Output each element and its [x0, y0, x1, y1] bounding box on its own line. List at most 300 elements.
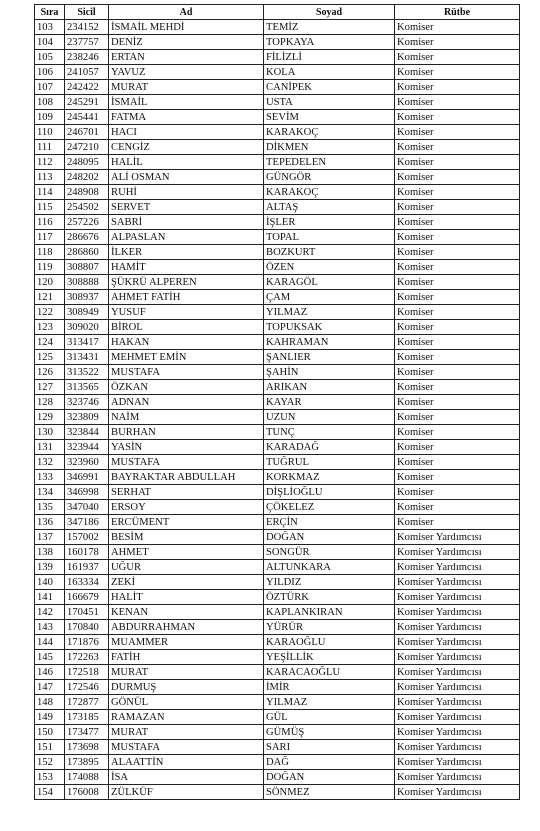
table-row: [35, 425, 520, 440]
sicil-cell: 176008: [65, 785, 109, 800]
soyad-cell: CANİPEK: [264, 80, 395, 95]
ad-cell: MUAMMER: [109, 635, 264, 650]
sira-cell: 126: [35, 365, 65, 380]
table-row: [35, 590, 520, 605]
sira-cell: 111: [35, 140, 65, 155]
table-row: [35, 785, 520, 800]
rutbe-cell: Komiser: [395, 125, 520, 140]
ad-cell: AHMET FATİH: [109, 290, 264, 305]
sira-cell: 108: [35, 95, 65, 110]
soyad-cell: USTA: [264, 95, 395, 110]
rutbe-cell: Komiser Yardımcısı: [395, 590, 520, 605]
sicil-cell: 313565: [65, 380, 109, 395]
sicil-cell: 313417: [65, 335, 109, 350]
sira-cell: 117: [35, 230, 65, 245]
rutbe-cell: Komiser: [395, 425, 520, 440]
sira-cell: 134: [35, 485, 65, 500]
soyad-cell: KORKMAZ: [264, 470, 395, 485]
table-row: [35, 365, 520, 380]
table-row: [35, 200, 520, 215]
sicil-cell: 346991: [65, 470, 109, 485]
rutbe-cell: Komiser: [395, 35, 520, 50]
ad-cell: FATİH: [109, 650, 264, 665]
soyad-cell: TUĞRUL: [264, 455, 395, 470]
rutbe-cell: Komiser: [395, 335, 520, 350]
sicil-cell: 309020: [65, 320, 109, 335]
soyad-cell: SÖNMEZ: [264, 785, 395, 800]
ad-cell: ALPASLAN: [109, 230, 264, 245]
sira-cell: 113: [35, 170, 65, 185]
rutbe-cell: Komiser: [395, 215, 520, 230]
sicil-cell: 160178: [65, 545, 109, 560]
sicil-cell: 286676: [65, 230, 109, 245]
ad-cell: FATMA: [109, 110, 264, 125]
ad-cell: ÖZKAN: [109, 380, 264, 395]
table-row: [35, 695, 520, 710]
rutbe-cell: Komiser: [395, 515, 520, 530]
rutbe-cell: Komiser Yardımcısı: [395, 725, 520, 740]
soyad-cell: DAĞ: [264, 755, 395, 770]
sira-cell: 128: [35, 395, 65, 410]
table-row: [35, 260, 520, 275]
table-row: [35, 395, 520, 410]
ad-cell: MURAT: [109, 80, 264, 95]
ad-cell: ERTAN: [109, 50, 264, 65]
sicil-cell: 313431: [65, 350, 109, 365]
sira-cell: 139: [35, 560, 65, 575]
sira-cell: 153: [35, 770, 65, 785]
rutbe-cell: Komiser: [395, 245, 520, 260]
sicil-cell: 248202: [65, 170, 109, 185]
soyad-cell: ÇÖKELEZ: [264, 500, 395, 515]
sicil-cell: 161937: [65, 560, 109, 575]
sira-cell: 121: [35, 290, 65, 305]
rutbe-cell: Komiser Yardımcısı: [395, 635, 520, 650]
sicil-cell: 157002: [65, 530, 109, 545]
soyad-cell: DOĞAN: [264, 770, 395, 785]
sira-cell: 142: [35, 605, 65, 620]
rutbe-cell: Komiser: [395, 95, 520, 110]
table-row: [35, 215, 520, 230]
sicil-cell: 245291: [65, 95, 109, 110]
table-body: [35, 20, 520, 800]
soyad-cell: KOLA: [264, 65, 395, 80]
ad-cell: MEHMET EMİN: [109, 350, 264, 365]
sicil-cell: 172877: [65, 695, 109, 710]
soyad-cell: YILDIZ: [264, 575, 395, 590]
sira-cell: 136: [35, 515, 65, 530]
header-rutbe: Rütbe: [395, 5, 520, 20]
rutbe-cell: Komiser: [395, 320, 520, 335]
sicil-cell: 346998: [65, 485, 109, 500]
table-row: [35, 560, 520, 575]
sicil-cell: 286860: [65, 245, 109, 260]
sira-cell: 148: [35, 695, 65, 710]
rutbe-cell: Komiser: [395, 260, 520, 275]
sicil-cell: 173895: [65, 755, 109, 770]
rutbe-cell: Komiser: [395, 80, 520, 95]
sira-cell: 144: [35, 635, 65, 650]
ad-cell: ALAATTİN: [109, 755, 264, 770]
soyad-cell: DOĞAN: [264, 530, 395, 545]
rutbe-cell: Komiser: [395, 395, 520, 410]
soyad-cell: GÜL: [264, 710, 395, 725]
sira-cell: 119: [35, 260, 65, 275]
soyad-cell: ALTUNKARA: [264, 560, 395, 575]
ad-cell: İSMAİL MEHDİ: [109, 20, 264, 35]
table-row: [35, 155, 520, 170]
table-row: [35, 275, 520, 290]
sira-cell: 140: [35, 575, 65, 590]
soyad-cell: TUNÇ: [264, 425, 395, 440]
table-row: [35, 50, 520, 65]
ad-cell: YUSUF: [109, 305, 264, 320]
rutbe-cell: Komiser Yardımcısı: [395, 665, 520, 680]
soyad-cell: YÜRÜR: [264, 620, 395, 635]
ad-cell: HALİL: [109, 155, 264, 170]
sicil-cell: 257226: [65, 215, 109, 230]
soyad-cell: TEPEDELEN: [264, 155, 395, 170]
soyad-cell: KAYAR: [264, 395, 395, 410]
sicil-cell: 347040: [65, 500, 109, 515]
ad-cell: ZÜLKÜF: [109, 785, 264, 800]
ad-cell: BESİM: [109, 530, 264, 545]
rutbe-cell: Komiser Yardımcısı: [395, 575, 520, 590]
rutbe-cell: Komiser Yardımcısı: [395, 755, 520, 770]
table-row: [35, 440, 520, 455]
sicil-cell: 308807: [65, 260, 109, 275]
rutbe-cell: Komiser: [395, 500, 520, 515]
ad-cell: ADNAN: [109, 395, 264, 410]
rutbe-cell: Komiser Yardımcısı: [395, 530, 520, 545]
ad-cell: YAVUZ: [109, 65, 264, 80]
soyad-cell: İŞLER: [264, 215, 395, 230]
table-row: [35, 185, 520, 200]
rutbe-cell: Komiser: [395, 155, 520, 170]
ad-cell: YASİN: [109, 440, 264, 455]
sicil-cell: 247210: [65, 140, 109, 155]
ad-cell: HACI: [109, 125, 264, 140]
table-row: [35, 620, 520, 635]
table-row: [35, 530, 520, 545]
ad-cell: ERCÜMENT: [109, 515, 264, 530]
sira-cell: 129: [35, 410, 65, 425]
soyad-cell: SEVİM: [264, 110, 395, 125]
rutbe-cell: Komiser: [395, 275, 520, 290]
soyad-cell: KAPLANKIRAN: [264, 605, 395, 620]
rutbe-cell: Komiser: [395, 140, 520, 155]
soyad-cell: ŞAHİN: [264, 365, 395, 380]
table-row: [35, 485, 520, 500]
table-row: [35, 380, 520, 395]
table-row: [35, 305, 520, 320]
rutbe-cell: Komiser: [395, 110, 520, 125]
ad-cell: İSA: [109, 770, 264, 785]
table-row: [35, 110, 520, 125]
table-row: [35, 35, 520, 50]
soyad-cell: ÇAM: [264, 290, 395, 305]
rutbe-cell: Komiser Yardımcısı: [395, 785, 520, 800]
sira-cell: 141: [35, 590, 65, 605]
rutbe-cell: Komiser: [395, 305, 520, 320]
ad-cell: BURHAN: [109, 425, 264, 440]
sira-cell: 123: [35, 320, 65, 335]
soyad-cell: ARIKAN: [264, 380, 395, 395]
rutbe-cell: Komiser: [395, 485, 520, 500]
ad-cell: GÖNÜL: [109, 695, 264, 710]
sicil-cell: 172263: [65, 650, 109, 665]
sicil-cell: 237757: [65, 35, 109, 50]
rutbe-cell: Komiser: [395, 290, 520, 305]
sicil-cell: 170451: [65, 605, 109, 620]
sicil-cell: 170840: [65, 620, 109, 635]
sira-cell: 115: [35, 200, 65, 215]
ad-cell: MUSTAFA: [109, 740, 264, 755]
rutbe-cell: Komiser: [395, 20, 520, 35]
sicil-cell: 174088: [65, 770, 109, 785]
soyad-cell: UZUN: [264, 410, 395, 425]
sira-cell: 107: [35, 80, 65, 95]
sicil-cell: 323844: [65, 425, 109, 440]
rutbe-cell: Komiser: [395, 350, 520, 365]
soyad-cell: ERÇİN: [264, 515, 395, 530]
soyad-cell: SONGÜR: [264, 545, 395, 560]
table-row: [35, 335, 520, 350]
table-row: [35, 680, 520, 695]
ad-cell: BİROL: [109, 320, 264, 335]
sira-cell: 135: [35, 500, 65, 515]
ad-cell: CENGİZ: [109, 140, 264, 155]
soyad-cell: YILMAZ: [264, 695, 395, 710]
table-row: [35, 245, 520, 260]
sicil-cell: 171876: [65, 635, 109, 650]
sicil-cell: 241057: [65, 65, 109, 80]
sira-cell: 150: [35, 725, 65, 740]
ad-cell: KENAN: [109, 605, 264, 620]
table-row: [35, 710, 520, 725]
sicil-cell: 313522: [65, 365, 109, 380]
rutbe-cell: Komiser: [395, 50, 520, 65]
ad-cell: ALİ OSMAN: [109, 170, 264, 185]
ad-cell: SABRİ: [109, 215, 264, 230]
table-row: [35, 410, 520, 425]
ad-cell: HAMİT: [109, 260, 264, 275]
rutbe-cell: Komiser Yardımcısı: [395, 770, 520, 785]
sira-cell: 122: [35, 305, 65, 320]
sira-cell: 151: [35, 740, 65, 755]
soyad-cell: ÖZTÜRK: [264, 590, 395, 605]
ad-cell: UĞUR: [109, 560, 264, 575]
ad-cell: DENİZ: [109, 35, 264, 50]
table-row: [35, 650, 520, 665]
sicil-cell: 173477: [65, 725, 109, 740]
soyad-cell: KAHRAMAN: [264, 335, 395, 350]
table-row: [35, 740, 520, 755]
soyad-cell: YEŞİLLİK: [264, 650, 395, 665]
ad-cell: MUSTAFA: [109, 365, 264, 380]
sira-cell: 103: [35, 20, 65, 35]
table-row: [35, 65, 520, 80]
ad-cell: SERVET: [109, 200, 264, 215]
sicil-cell: 323809: [65, 410, 109, 425]
ad-cell: BAYRAKTAR ABDULLAH: [109, 470, 264, 485]
ad-cell: MURAT: [109, 665, 264, 680]
soyad-cell: KARADAĞ: [264, 440, 395, 455]
soyad-cell: BOZKURT: [264, 245, 395, 260]
soyad-cell: KARAOĞLU: [264, 635, 395, 650]
table-row: [35, 635, 520, 650]
sicil-cell: 172518: [65, 665, 109, 680]
ad-cell: HAKAN: [109, 335, 264, 350]
sira-cell: 132: [35, 455, 65, 470]
personnel-table: [34, 4, 520, 800]
sicil-cell: 172546: [65, 680, 109, 695]
sicil-cell: 254502: [65, 200, 109, 215]
table-row: [35, 755, 520, 770]
sicil-cell: 323746: [65, 395, 109, 410]
sicil-cell: 347186: [65, 515, 109, 530]
table-row: [35, 515, 520, 530]
sicil-cell: 248095: [65, 155, 109, 170]
soyad-cell: TOPKAYA: [264, 35, 395, 50]
ad-cell: MUSTAFA: [109, 455, 264, 470]
soyad-cell: KARACAOĞLU: [264, 665, 395, 680]
ad-cell: ABDURRAHMAN: [109, 620, 264, 635]
soyad-cell: GÜNGÖR: [264, 170, 395, 185]
rutbe-cell: Komiser: [395, 170, 520, 185]
header-ad: Ad: [109, 5, 264, 20]
table-row: [35, 350, 520, 365]
sicil-cell: 173698: [65, 740, 109, 755]
rutbe-cell: Komiser: [395, 230, 520, 245]
table-row: [35, 140, 520, 155]
sicil-cell: 234152: [65, 20, 109, 35]
sicil-cell: 308937: [65, 290, 109, 305]
soyad-cell: KARAKOÇ: [264, 125, 395, 140]
table-row: [35, 545, 520, 560]
soyad-cell: DİŞLİOĞLU: [264, 485, 395, 500]
sicil-cell: 245441: [65, 110, 109, 125]
sicil-cell: 173185: [65, 710, 109, 725]
soyad-cell: TOPAL: [264, 230, 395, 245]
rutbe-cell: Komiser: [395, 365, 520, 380]
table-row: [35, 230, 520, 245]
rutbe-cell: Komiser Yardımcısı: [395, 740, 520, 755]
soyad-cell: TEMİZ: [264, 20, 395, 35]
sira-cell: 127: [35, 380, 65, 395]
soyad-cell: ALTAŞ: [264, 200, 395, 215]
ad-cell: NAİM: [109, 410, 264, 425]
sicil-cell: 238246: [65, 50, 109, 65]
sicil-cell: 323944: [65, 440, 109, 455]
sira-cell: 146: [35, 665, 65, 680]
soyad-cell: ŞANLIER: [264, 350, 395, 365]
table-row: [35, 170, 520, 185]
table-row: [35, 605, 520, 620]
table-row: [35, 290, 520, 305]
rutbe-cell: Komiser Yardımcısı: [395, 605, 520, 620]
soyad-cell: SARI: [264, 740, 395, 755]
table-row: [35, 770, 520, 785]
sira-cell: 120: [35, 275, 65, 290]
table-row: [35, 320, 520, 335]
rutbe-cell: Komiser Yardımcısı: [395, 620, 520, 635]
table-row: [35, 80, 520, 95]
ad-cell: RAMAZAN: [109, 710, 264, 725]
sira-cell: 154: [35, 785, 65, 800]
rutbe-cell: Komiser: [395, 455, 520, 470]
ad-cell: İSMAİL: [109, 95, 264, 110]
ad-cell: SERHAT: [109, 485, 264, 500]
sicil-cell: 308949: [65, 305, 109, 320]
table-row: [35, 125, 520, 140]
sira-cell: 147: [35, 680, 65, 695]
sicil-cell: 242422: [65, 80, 109, 95]
table-row: [35, 455, 520, 470]
table-row: [35, 470, 520, 485]
soyad-cell: KARAGÖL: [264, 275, 395, 290]
header-row: [35, 5, 520, 20]
sira-cell: 138: [35, 545, 65, 560]
sira-cell: 152: [35, 755, 65, 770]
soyad-cell: DİKMEN: [264, 140, 395, 155]
sira-cell: 130: [35, 425, 65, 440]
rutbe-cell: Komiser Yardımcısı: [395, 680, 520, 695]
soyad-cell: KARAKOÇ: [264, 185, 395, 200]
sicil-cell: 246701: [65, 125, 109, 140]
header-sira: Sıra: [35, 5, 65, 20]
sira-cell: 149: [35, 710, 65, 725]
table-row: [35, 665, 520, 680]
sicil-cell: 163334: [65, 575, 109, 590]
ad-cell: ŞÜKRÜ ALPEREN: [109, 275, 264, 290]
sira-cell: 109: [35, 110, 65, 125]
sira-cell: 104: [35, 35, 65, 50]
sira-cell: 131: [35, 440, 65, 455]
sicil-cell: 308888: [65, 275, 109, 290]
sira-cell: 137: [35, 530, 65, 545]
sira-cell: 105: [35, 50, 65, 65]
table-row: [35, 95, 520, 110]
soyad-cell: GÜMÜŞ: [264, 725, 395, 740]
sira-cell: 124: [35, 335, 65, 350]
sira-cell: 110: [35, 125, 65, 140]
table-row: [35, 725, 520, 740]
sira-cell: 133: [35, 470, 65, 485]
sicil-cell: 166679: [65, 590, 109, 605]
table-row: [35, 20, 520, 35]
soyad-cell: TOPUKSAK: [264, 320, 395, 335]
ad-cell: İLKER: [109, 245, 264, 260]
header-sicil: Sicil: [65, 5, 109, 20]
table-row: [35, 575, 520, 590]
sira-cell: 116: [35, 215, 65, 230]
rutbe-cell: Komiser: [395, 200, 520, 215]
table-header: [35, 5, 520, 20]
rutbe-cell: Komiser: [395, 440, 520, 455]
rutbe-cell: Komiser Yardımcısı: [395, 650, 520, 665]
soyad-cell: FİLİZLİ: [264, 50, 395, 65]
ad-cell: MURAT: [109, 725, 264, 740]
rutbe-cell: Komiser: [395, 410, 520, 425]
table-row: [35, 500, 520, 515]
sira-cell: 114: [35, 185, 65, 200]
rutbe-cell: Komiser: [395, 470, 520, 485]
sira-cell: 145: [35, 650, 65, 665]
rutbe-cell: Komiser Yardımcısı: [395, 710, 520, 725]
rutbe-cell: Komiser Yardımcısı: [395, 695, 520, 710]
soyad-cell: ÖZEN: [264, 260, 395, 275]
